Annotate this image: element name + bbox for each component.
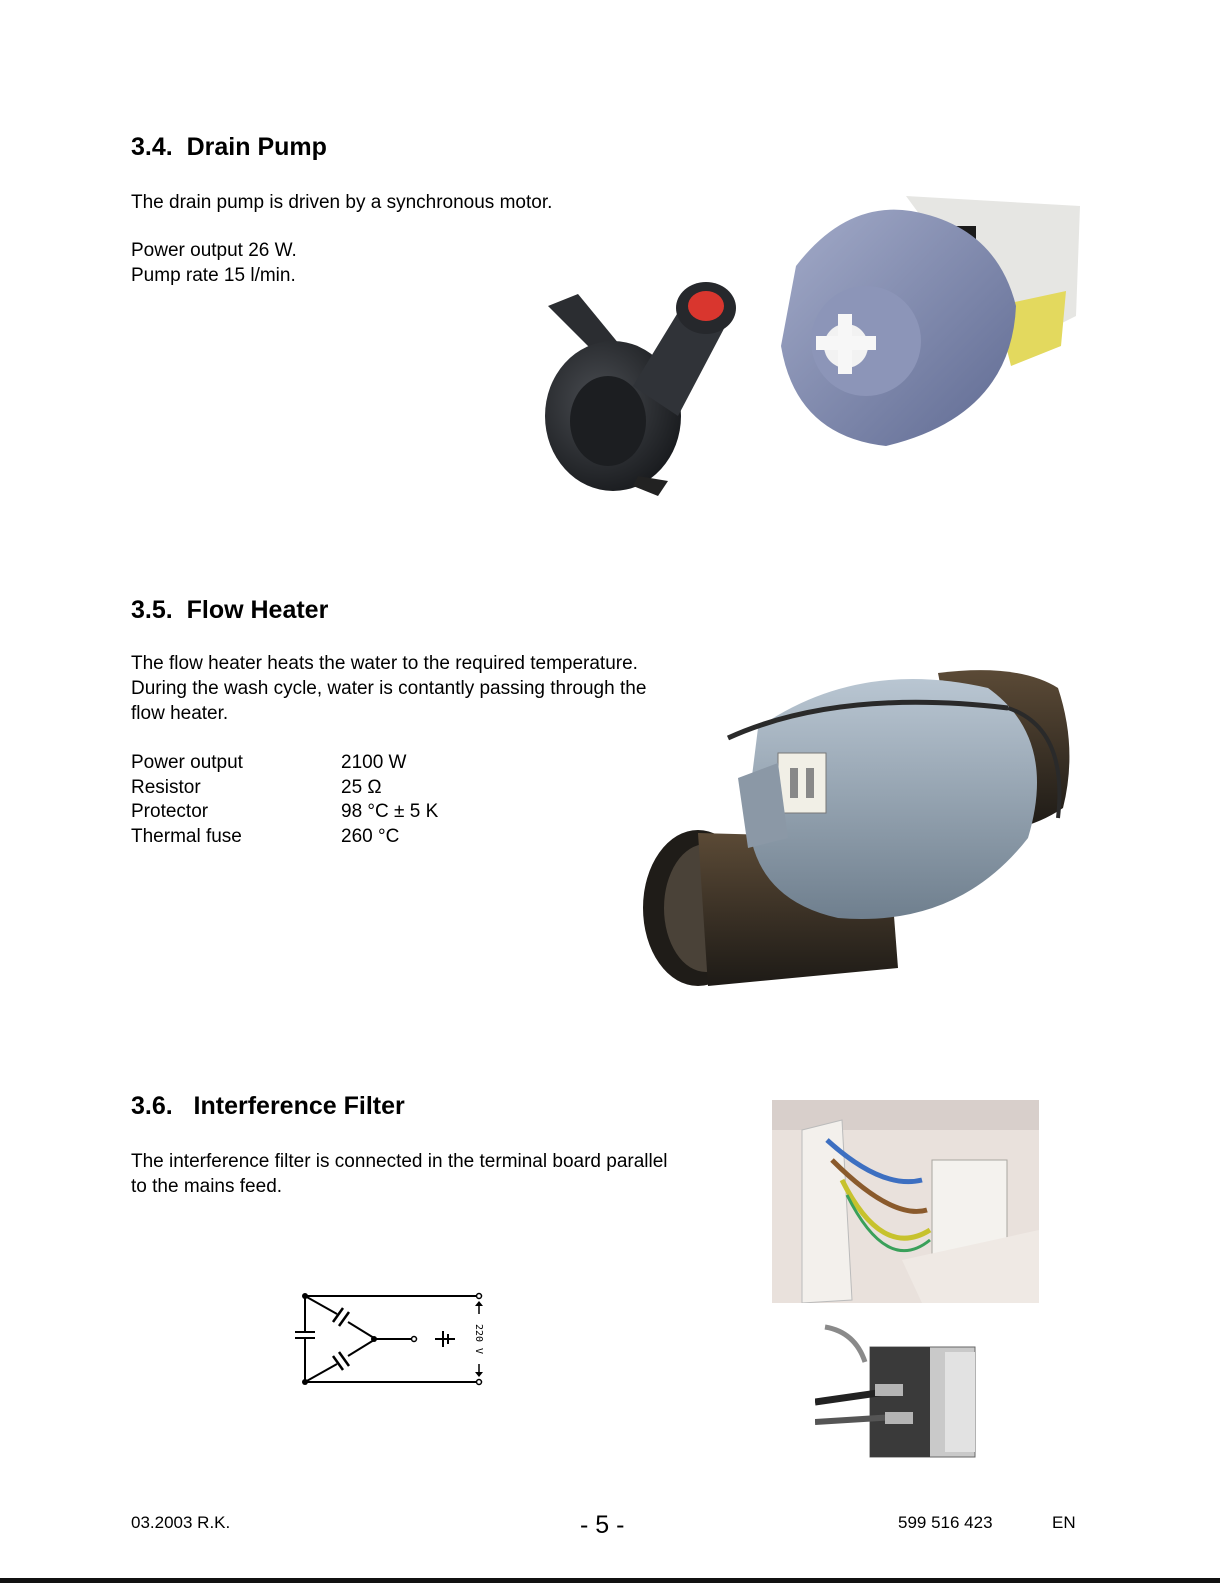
drain-pump-motor-image bbox=[776, 196, 1080, 458]
interference-filter-intro bbox=[131, 1149, 668, 1199]
spec-value: 260 °C bbox=[341, 825, 400, 847]
flow-heater-image bbox=[638, 668, 1078, 990]
interference-filter-intro-line: to the mains feed. bbox=[131, 1176, 283, 1197]
drain-pump-intro: The drain pump is driven by a synchronous motor. bbox=[131, 192, 553, 213]
drain-pump-rate: Pump rate 15 l/min. bbox=[131, 265, 296, 286]
spec-value: 25 Ω bbox=[341, 776, 382, 798]
footer-date: 03.2003 R.K. bbox=[131, 1513, 231, 1532]
voltage-label: 220 V bbox=[473, 1323, 484, 1355]
interference-filter-intro-line: The interference filter is connected in the terminal board parallel bbox=[131, 1151, 668, 1172]
spec-value: 98 °C ± 5 K bbox=[341, 801, 439, 822]
filter-component-photo bbox=[815, 1322, 985, 1465]
flow-heater-intro-line: flow heater. bbox=[131, 703, 229, 724]
spec-label: Power output bbox=[131, 752, 243, 773]
spec-value: 2100 W bbox=[341, 752, 407, 773]
flow-heater-intro-line: During the wash cycle, water is contantly passing through the bbox=[131, 678, 647, 699]
flow-heater-spec-table bbox=[131, 751, 438, 849]
flow-heater-intro-line: The flow heater heats the water to the required temperature. bbox=[131, 653, 638, 674]
heading-interference-filter: 3.6. Interference Filter bbox=[131, 1092, 405, 1120]
spec-label: Resistor bbox=[131, 776, 201, 798]
interference-filter-circuit-diagram bbox=[290, 1288, 495, 1394]
drain-pump-housing-image bbox=[538, 266, 738, 498]
terminal-board-photo bbox=[772, 1100, 1039, 1303]
spec-row-resistor bbox=[131, 776, 438, 801]
footer-language: EN bbox=[1052, 1513, 1076, 1532]
page-number: - 5 - bbox=[580, 1511, 625, 1539]
footer-document-number: 599 516 423 bbox=[898, 1513, 993, 1532]
spec-row-thermal-fuse bbox=[131, 825, 438, 850]
page-bottom-edge bbox=[0, 1578, 1220, 1583]
spec-label: Protector bbox=[131, 801, 209, 822]
heading-drain-pump: 3.4. Drain Pump bbox=[131, 133, 327, 161]
spec-row-protector bbox=[131, 800, 438, 825]
flow-heater-intro bbox=[131, 651, 646, 726]
spec-row-power bbox=[131, 751, 438, 776]
spec-label: Thermal fuse bbox=[131, 825, 242, 847]
heading-flow-heater: 3.5. Flow Heater bbox=[131, 596, 329, 624]
drain-pump-power: Power output 26 W. bbox=[131, 240, 297, 261]
drain-pump-specs bbox=[131, 238, 297, 288]
